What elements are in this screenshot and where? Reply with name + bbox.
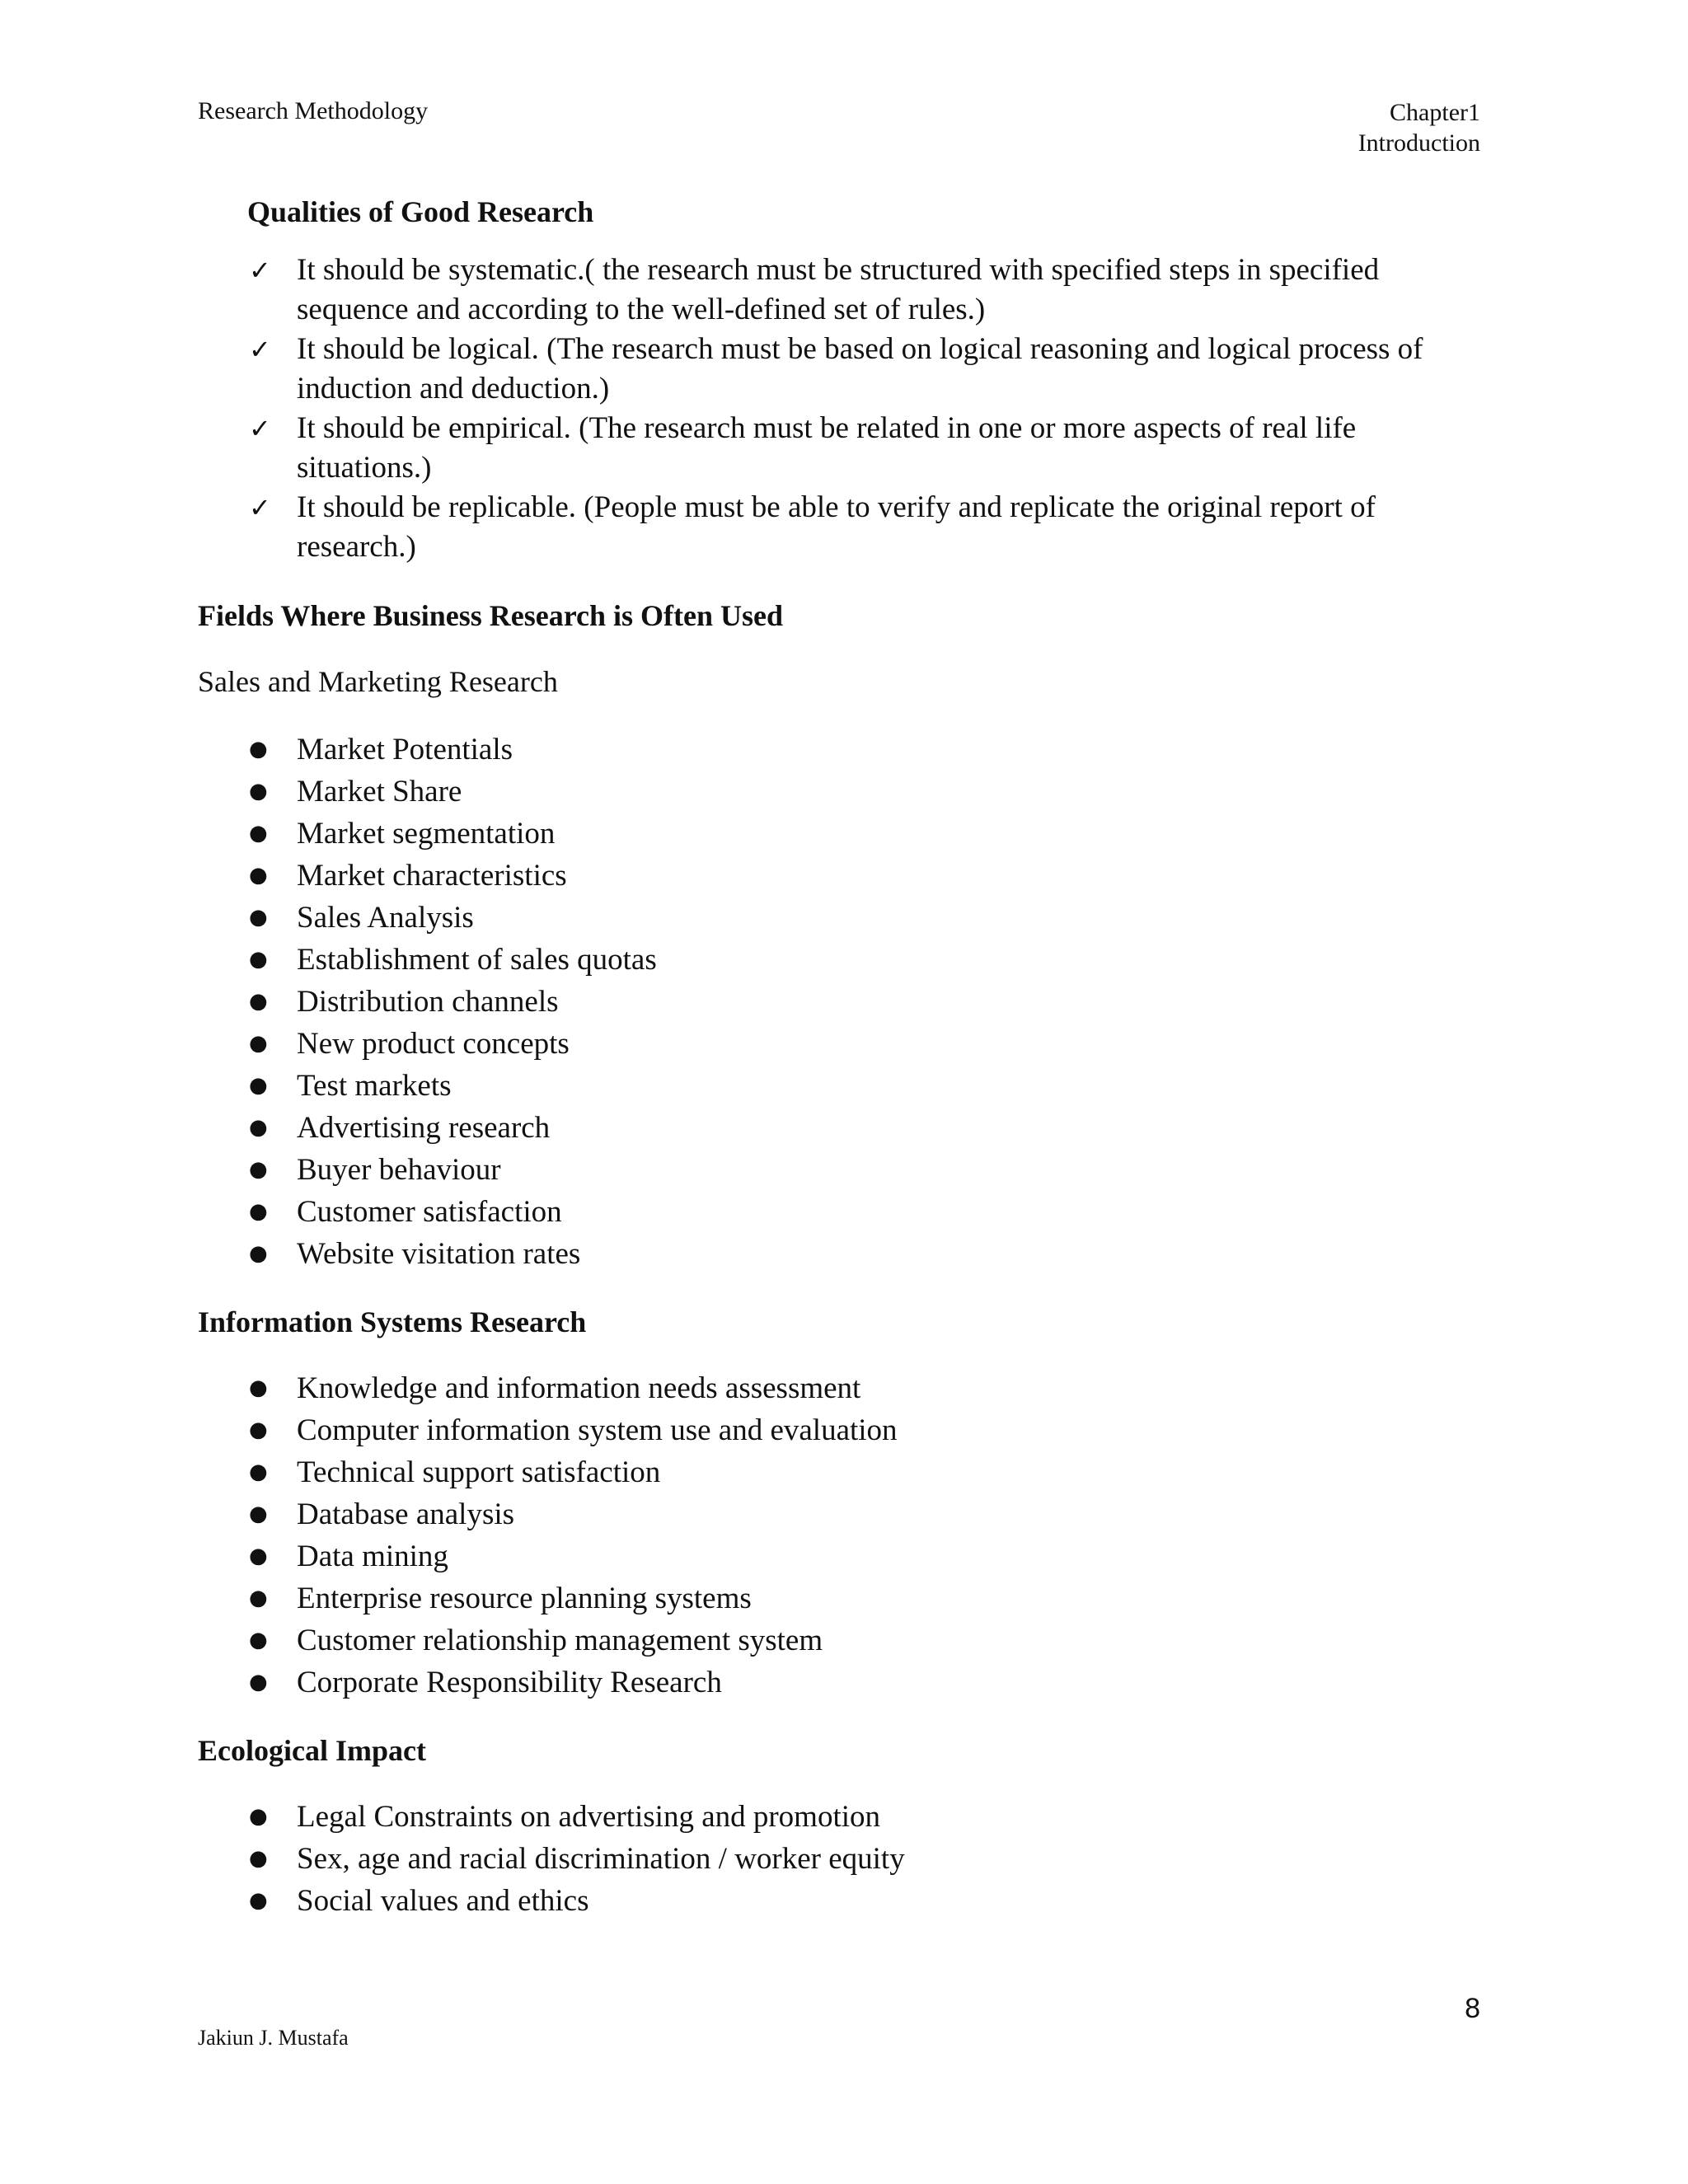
- check-mark-icon: ✓: [249, 413, 271, 444]
- list-item: [198, 1409, 1484, 1451]
- list-item-text: It should be empirical. (The research must be related in one or more aspects of real life situations.): [297, 411, 1357, 485]
- list-item: [198, 1577, 1484, 1619]
- bullet-dot-icon: ●: [249, 1586, 268, 1610]
- bullet-dot-icon: ●: [249, 1241, 268, 1266]
- ecological-list: [198, 1796, 1484, 1922]
- list-item-text: Market Potentials: [297, 733, 513, 766]
- list-item-text: Corporate Responsibility Research: [297, 1666, 722, 1699]
- list-item-text: Market characteristics: [297, 859, 567, 893]
- list-item-text: Test markets: [297, 1069, 452, 1103]
- list-item-text: Market segmentation: [297, 817, 556, 851]
- list-item-text: Sales Analysis: [297, 901, 474, 935]
- bullet-dot-icon: ●: [249, 947, 268, 972]
- bullet-dot-icon: ●: [249, 1888, 268, 1913]
- list-item: [198, 981, 1484, 1023]
- list-item-text: Customer satisfaction: [297, 1195, 562, 1229]
- list-item: [198, 488, 1484, 567]
- bullet-dot-icon: ●: [249, 1073, 268, 1098]
- bullet-dot-icon: ●: [249, 905, 268, 930]
- list-item-text: Technical support satisfaction: [297, 1455, 661, 1489]
- page-content: [198, 191, 1484, 1922]
- list-item-text: Advertising research: [297, 1111, 551, 1145]
- list-item-text: Buyer behaviour: [297, 1153, 501, 1187]
- bullet-dot-icon: ●: [249, 1157, 268, 1182]
- bullet-dot-icon: ●: [249, 1199, 268, 1224]
- bullet-dot-icon: ●: [249, 989, 268, 1014]
- list-item: [198, 813, 1484, 855]
- bullet-dot-icon: ●: [249, 1804, 268, 1829]
- information-systems-list: [198, 1367, 1484, 1704]
- list-item-text: Knowledge and information needs assessment: [297, 1371, 861, 1405]
- header-chapter-number: Chapter1: [1390, 99, 1480, 126]
- list-item: [198, 1661, 1484, 1704]
- list-item-text: Market Share: [297, 775, 462, 808]
- list-item: [198, 330, 1484, 409]
- list-item-text: Social values and ethics: [297, 1884, 589, 1918]
- bullet-dot-icon: ●: [249, 1846, 268, 1871]
- fields-heading: Fields Where Business Research is Often Used: [198, 599, 784, 632]
- list-item-text: Enterprise resource planning systems: [297, 1582, 752, 1615]
- qualities-list: [198, 251, 1484, 567]
- list-item: [198, 1065, 1484, 1107]
- list-item-text: It should be systematic.( the research must be structured with specified steps in specified sequence and according to the well-defined set of rules.): [297, 253, 1380, 326]
- bullet-dot-icon: ●: [249, 1115, 268, 1140]
- list-item: [198, 1535, 1484, 1577]
- list-item: [198, 1451, 1484, 1493]
- ecological-heading: Ecological Impact: [198, 1734, 426, 1767]
- bullet-dot-icon: ●: [249, 1628, 268, 1652]
- list-item-text: Sex, age and racial discrimination / worker equity: [297, 1842, 905, 1876]
- header-chapter-title: Introduction: [1357, 129, 1480, 157]
- sales-marketing-list: [198, 729, 1484, 1275]
- list-item: [198, 1493, 1484, 1535]
- bullet-dot-icon: ●: [249, 863, 268, 888]
- list-item: [198, 1149, 1484, 1191]
- bullet-dot-icon: ●: [249, 1376, 268, 1400]
- header-chapter: [1358, 97, 1480, 158]
- list-item: [198, 1191, 1484, 1233]
- bullet-dot-icon: ●: [249, 1502, 268, 1526]
- bullet-dot-icon: ●: [249, 1460, 268, 1484]
- bullet-dot-icon: ●: [249, 779, 268, 804]
- list-item-text: Data mining: [297, 1540, 448, 1573]
- list-item-text: New product concepts: [297, 1027, 570, 1061]
- list-item-text: Distribution channels: [297, 985, 559, 1019]
- bullet-dot-icon: ●: [249, 821, 268, 846]
- bullet-dot-icon: ●: [249, 1031, 268, 1056]
- list-item: [198, 409, 1484, 488]
- fields-subheading: Sales and Marketing Research: [198, 665, 558, 698]
- list-item-text: Establishment of sales quotas: [297, 943, 657, 977]
- bullet-dot-icon: ●: [249, 737, 268, 762]
- list-item: [198, 1796, 1484, 1838]
- list-item: [198, 1367, 1484, 1409]
- bullet-dot-icon: ●: [249, 1544, 268, 1568]
- qualities-heading: Qualities of Good Research: [247, 195, 594, 228]
- page-number: 8: [1465, 1993, 1480, 2024]
- list-item: [198, 939, 1484, 981]
- list-item: [198, 897, 1484, 939]
- list-item: [198, 1619, 1484, 1661]
- list-item-text: Database analysis: [297, 1497, 515, 1531]
- header-title: Research Methodology: [198, 97, 429, 124]
- list-item-text: Legal Constraints on advertising and promotion: [297, 1800, 881, 1834]
- bullet-dot-icon: ●: [249, 1418, 268, 1442]
- list-item: [198, 1838, 1484, 1880]
- list-item-text: Website visitation rates: [297, 1237, 581, 1271]
- information-systems-heading: Information Systems Research: [198, 1305, 587, 1338]
- list-item-text: Computer information system use and evaluation: [297, 1413, 898, 1447]
- list-item-text: Customer relationship management system: [297, 1624, 823, 1657]
- list-item: [198, 855, 1484, 897]
- list-item: [198, 1107, 1484, 1149]
- list-item: [198, 1023, 1484, 1065]
- list-item: [198, 251, 1484, 330]
- list-item-text: It should be replicable. (People must be able to verify and replicate the original report of research.): [297, 490, 1376, 564]
- list-item: [198, 729, 1484, 771]
- list-item: [198, 771, 1484, 813]
- list-item-text: It should be logical. (The research must be based on logical reasoning and logical process of induction and deduction.): [297, 332, 1423, 405]
- check-mark-icon: ✓: [249, 255, 271, 286]
- check-mark-icon: ✓: [249, 334, 271, 365]
- check-mark-icon: ✓: [249, 492, 271, 523]
- list-item: [198, 1233, 1484, 1275]
- bullet-dot-icon: ●: [249, 1670, 268, 1694]
- footer-author: Jakiun J. Mustafa: [198, 2026, 349, 2050]
- list-item: [198, 1880, 1484, 1922]
